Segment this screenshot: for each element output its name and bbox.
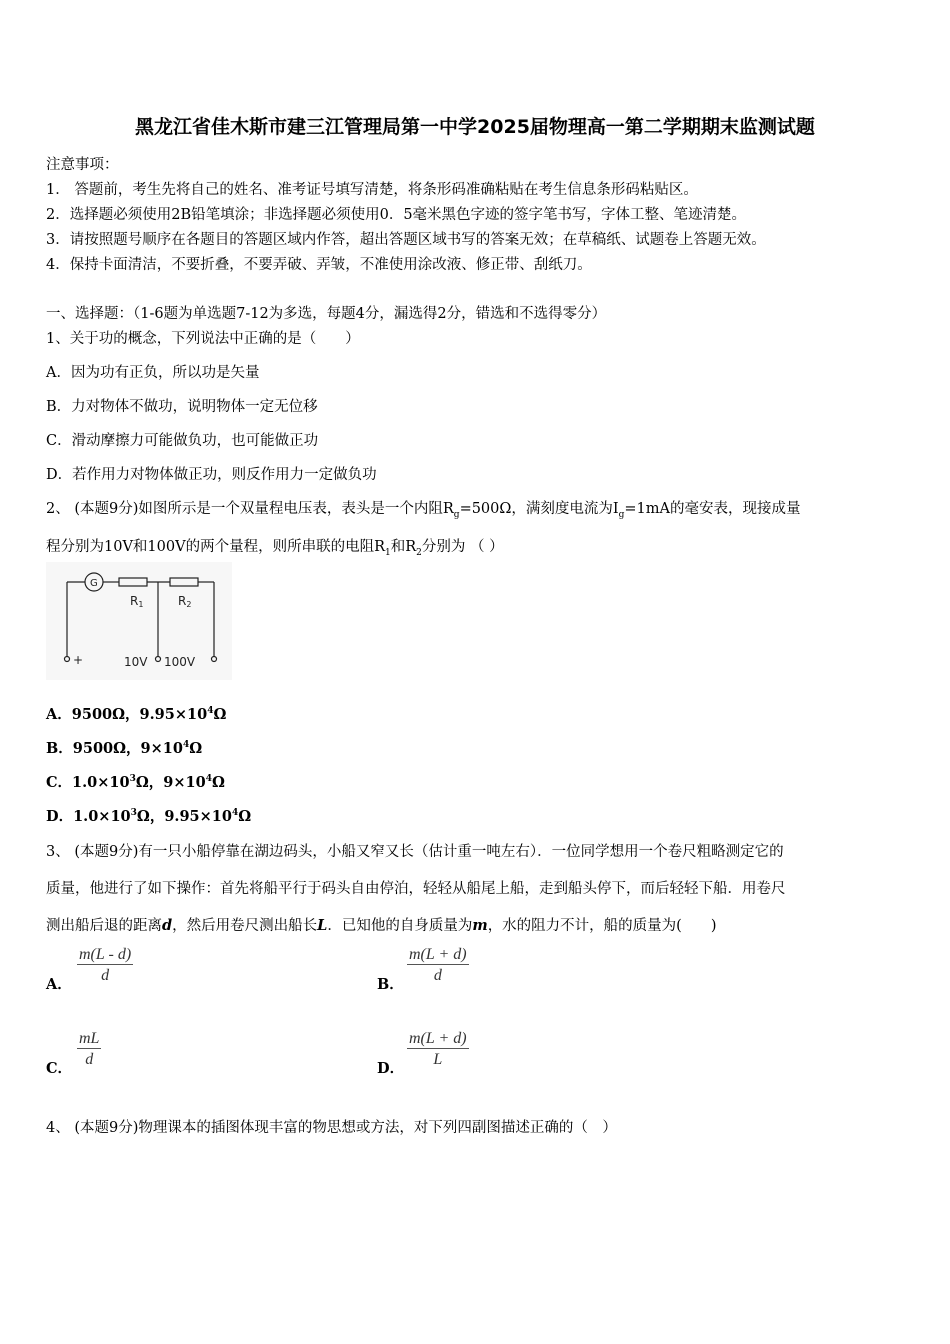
page-title: 黑龙江省佳木斯市建三江管理局第一中学2025届物理高一第二学期期末监测试题 (135, 116, 815, 138)
notice-item: 2．选择题必须使用2B铅笔填涂；非选择题必须使用0．5毫米黑色字迹的签字笔书写，字体工整、笔迹清楚。 (46, 207, 747, 223)
plus-terminal-label: + (73, 653, 84, 667)
question-3-option-c-label: C． (46, 1060, 73, 1077)
question-3-option-d-label: D． (377, 1060, 405, 1077)
question-3-stem-line1: 3、 (本题9分)有一只小船停靠在湖边码头，小船又窄又长（估计重一吨左右）．一位同学想用一个卷尺粗略测定它的 (46, 844, 784, 860)
question-1-stem: 1、关于功的概念，下列说法中正确的是（ ） (46, 331, 360, 347)
question-2-option-b: B．9500Ω，$9\times 10^4\Omega$ (46, 740, 203, 757)
question-1-option-a: A．因为功有正负，所以功是矢量 (46, 365, 260, 381)
question-3-option-d-fraction: $\frac{m(L + d)}{L}$ (409, 1030, 467, 1068)
question-3-option-c-fraction: $\frac{mL}{d}$ (79, 1030, 100, 1068)
question-3-option-a-label: A． (46, 976, 72, 993)
question-3-stem-line3: 测出船后退的距离d，然后用卷尺测出船长L．已知他的自身质量为m，水的阻力不计，船的质量为( ) (46, 917, 717, 934)
question-2-stem: 2、 (本题9分)如图所示是一个双量程电压表，表头是一个内阻$R_g=500\Omega$，满刻度电流为$I_g=1mA$的毫安表，现接成量 (46, 501, 801, 520)
question-3-stem-line2: 质量，他进行了如下操作：首先将船平行于码头自由停泊，轻轻从船尾上船，走到船头停下，而后轻轻下船．用卷尺 (46, 881, 786, 897)
question-2-option-d: D．$1.0\times 10^3\Omega$，$9.95\times 10^4\Omega$ (46, 808, 252, 825)
r1-label: R1 (130, 594, 144, 609)
notice-heading: 注意事项： (46, 157, 119, 173)
question-4-stem: 4、 (本题9分)物理课本的插图体现丰富的物思想或方法，对下列四副图描述正确的（ ） (46, 1120, 617, 1136)
question-3-option-a-fraction: $\frac{m(L - d)}{d}$ (79, 946, 132, 984)
question-1-option-b: B．力对物体不做功，说明物体一定无位移 (46, 399, 318, 415)
notice-item: 1． 答题前，考生先将自己的姓名、准考证号填写清楚，将条形码准确粘贴在考生信息条形码粘贴区。 (46, 182, 698, 198)
question-2-stem-line2: 程分别为10V和100V的两个量程，则所串联的电阻$R_1$和$R_2$分别为 （ ） (46, 539, 504, 558)
100v-terminal-label: 100V (164, 655, 196, 669)
r2-label: R2 (178, 594, 192, 609)
question-1-option-d: D．若作用力对物体做正功，则反作用力一定做负功 (46, 467, 377, 483)
question-3-option-b-fraction: $\frac{m(L + d)}{d}$ (409, 946, 467, 984)
notice-item: 4．保持卡面清洁，不要折叠，不要弄破、弄皱，不准使用涂改液、修正带、刮纸刀。 (46, 257, 592, 273)
circuit-diagram (46, 562, 232, 680)
notice-item: 3．请按照题号顺序在各题目的答题区域内作答，超出答题区域书写的答案无效；在草稿纸、试题卷上答题无效。 (46, 232, 766, 248)
galvanometer-label: G (90, 578, 98, 589)
question-2-option-c: C．$1.0\times 10^3\Omega$，$9\times 10^4\Omega$ (46, 774, 225, 791)
section-heading: 一、选择题：（1-6题为单选题7-12为多选，每题4分，漏选得2分，错选和不选得零分） (46, 306, 607, 322)
voltmeter-circuit-figure (46, 562, 232, 680)
question-3-option-b-label: B． (377, 976, 404, 993)
10v-terminal-label: 10V (124, 655, 148, 669)
question-2-option-a: A．9500Ω，$9.95\times 10^4\Omega$ (46, 706, 227, 723)
question-1-option-c: C．滑动摩擦力可能做负功，也可能做正功 (46, 433, 319, 449)
